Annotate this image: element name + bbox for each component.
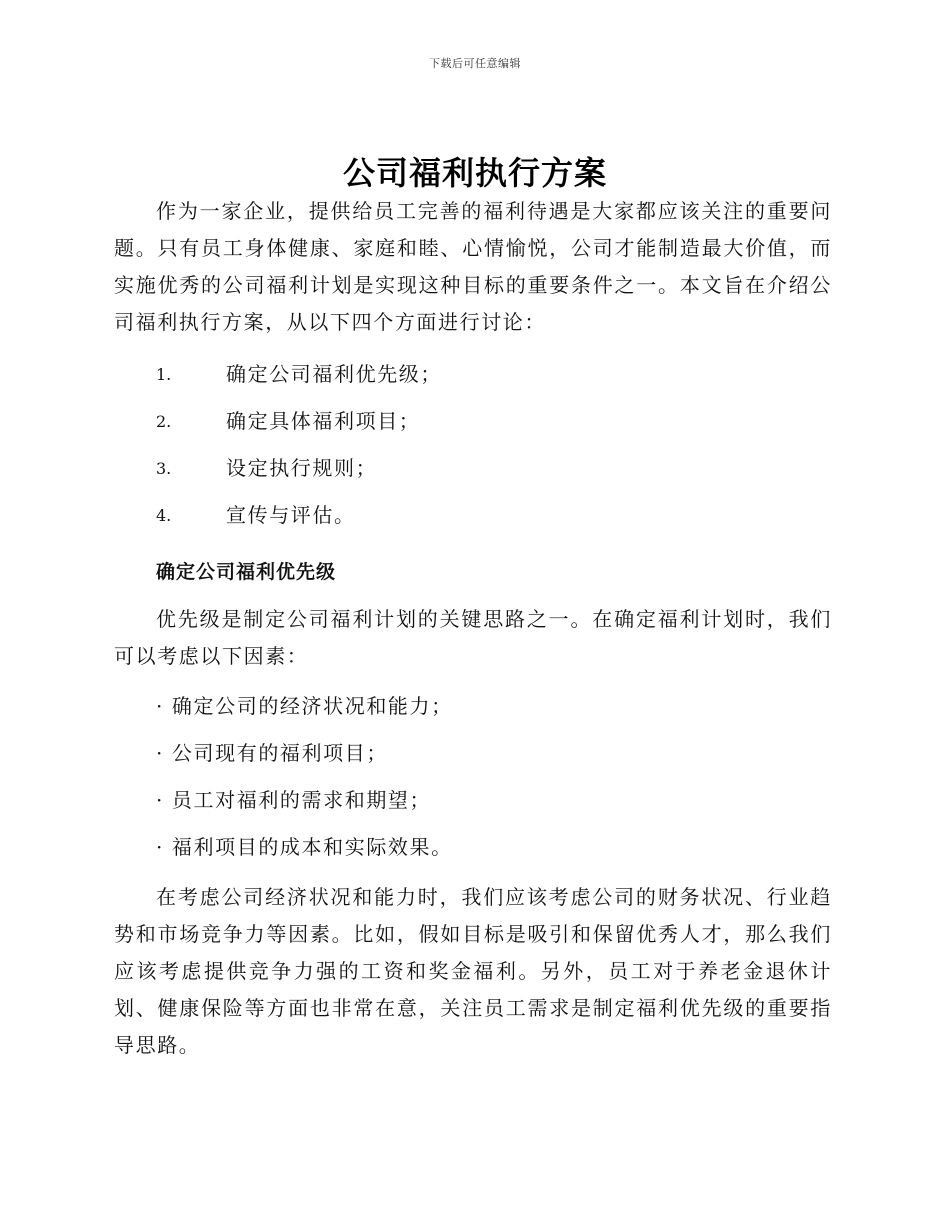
bullet-item: · 确定公司的经济状况和能力；: [156, 694, 453, 718]
intro-paragraph: 作为一家企业，提供给员工完善的福利待遇是大家都应该关注的重要问题。只有员工身体健康、家庭和睦、心情愉悦，公司才能制造最大价值，而实施优秀的公司福利计划是实现这种目标的重要条件之一。本文旨在介绍公司福利执行方案，从以下四个方面进行讨论：: [114, 199, 832, 334]
list-item-text: 宣传与评估。: [226, 503, 356, 527]
section-paragraph: 优先级是制定公司福利计划的关键思路之一。在确定福利计划时，我们可以考虑以下因素：: [114, 607, 832, 668]
list-item: [114, 445, 832, 492]
document-body: [114, 193, 832, 1064]
list-item-number: 4.: [156, 506, 172, 525]
list-item: [114, 351, 832, 398]
list-item-text: 确定公司福利优先级；: [226, 362, 442, 386]
list-item-number: 1.: [156, 365, 172, 384]
section-paragraph: 在考虑公司经济状况和能力时，我们应该考虑公司的财务状况、行业趋势和市场竞争力等因素。比如，假如目标是吸引和保留优秀人才，那么我们应该考虑提供竞争力强的工资和奖金福利。另外，员工对于养老金退休计划、健康保险等方面也非常在意，关注员工需求是制定福利优先级的重要指导思路。: [114, 885, 832, 1057]
document-title: 公司福利执行方案: [342, 154, 607, 192]
bullet-item: · 福利项目的成本和实际效果。: [156, 835, 453, 859]
bullet-item: · 员工对福利的需求和期望；: [156, 788, 432, 812]
list-item: [114, 492, 832, 539]
header-note: 下载后可任意编辑: [429, 57, 521, 70]
list-item-text: 确定具体福利项目；: [226, 409, 421, 433]
list-item-text: 设定执行规则；: [226, 456, 378, 480]
bullet-item: · 公司现有的福利项目；: [156, 741, 388, 765]
bullet-list: [114, 683, 832, 871]
section-heading: 确定公司福利优先级: [156, 561, 337, 583]
list-item: [114, 398, 832, 445]
list-item-number: 2.: [156, 412, 172, 431]
numbered-list: [114, 351, 832, 539]
list-item-number: 3.: [156, 459, 172, 478]
